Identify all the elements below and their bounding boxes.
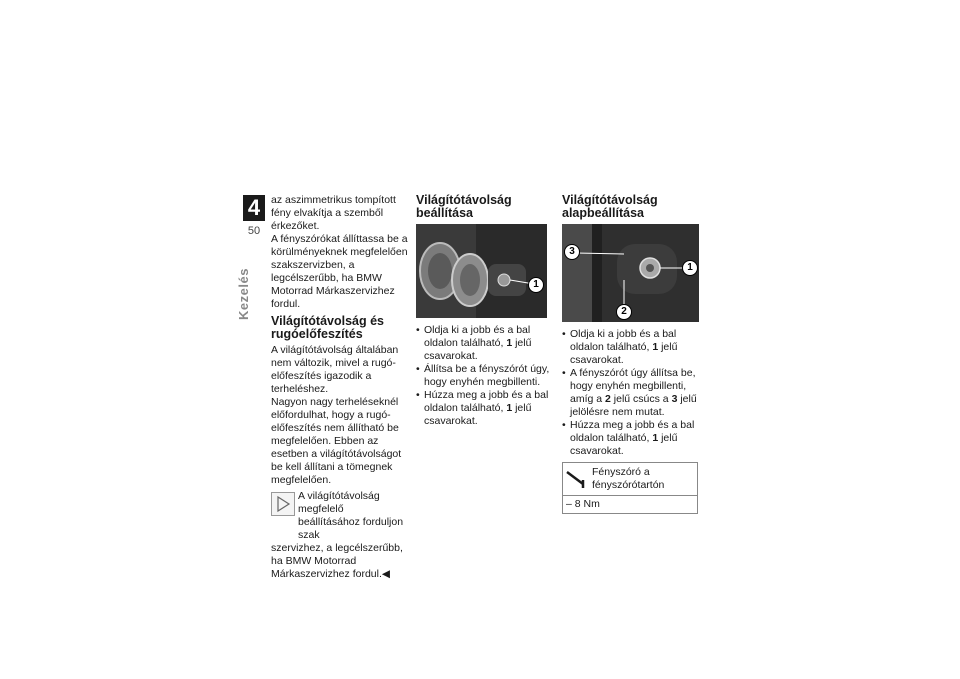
list-item: [562, 328, 699, 367]
page-number: 50: [247, 225, 261, 237]
column-3: [562, 194, 699, 514]
step-list: [416, 324, 552, 428]
torque-prefix: –: [566, 498, 572, 510]
list-item: [416, 363, 552, 389]
torque-value-row: [563, 496, 697, 513]
item-text: Húzza meg a jobb és a bal oldalon található,: [570, 419, 695, 444]
item-text: Állítsa be a fényszórót úgy, hogy enyhén megbillenti.: [424, 363, 550, 388]
paragraph: A fényszórókat állíttassa be a körülményeknek megfelelően szakszervizben, a legcélszerűbb, ha BMW Motorrad Márkaszervizhez fordul.: [271, 233, 408, 310]
item-text: jelű csúcs a: [610, 393, 672, 405]
item-ref: 1: [652, 432, 659, 444]
chapter-side-label: Kezelés: [236, 268, 251, 320]
torque-label: Fényszóró a fényszórótartón: [592, 466, 665, 491]
chapter-number: 4: [243, 195, 265, 221]
note-text-line: beállításához forduljon szak: [298, 516, 404, 541]
item-text: Oldja ki a jobb és a bal oldalon található,: [570, 328, 677, 353]
adjuster-photo: [562, 224, 699, 322]
headlight-photo: [416, 224, 547, 318]
item-text: jelű csavarokat.: [424, 402, 532, 427]
item-text: jelű csavarokat.: [570, 341, 678, 366]
paragraph: A világítótávolság általában nem változik, mivel a rugó-előfeszítés igazodik a terheléshez.: [271, 344, 399, 395]
column-2: [416, 194, 552, 428]
wrench-icon: [566, 469, 588, 489]
callout-1: 1: [682, 260, 698, 276]
item-text: A fényszórót úgy állítsa be, hogy enyhén megbillenti, amíg a: [570, 367, 696, 405]
torque-table: [562, 462, 698, 514]
section-heading: Világítótávolság beállítása: [416, 193, 512, 220]
section-heading: Világítótávolság alapbeállítása: [562, 193, 658, 220]
note-triangle-icon: [271, 492, 295, 516]
item-ref: 2: [605, 393, 611, 405]
torque-row: [563, 463, 697, 496]
section-heading: Világítótávolság és rugóelőfeszítés: [271, 314, 385, 341]
paragraph: Nagyon nagy terheléseknél előfordulhat, hogy a rugó-előfeszítés nem állítható be megfelelően. Ebben az esetben a világítótávolságot be kell állítani a tömegnek megfelelően.: [271, 396, 402, 486]
column-1: [271, 194, 408, 581]
note-box: [271, 490, 408, 581]
item-text: Oldja ki a jobb és a bal oldalon található,: [424, 324, 531, 349]
item-ref: 3: [671, 393, 678, 405]
note-text: [271, 542, 408, 581]
item-text: jelű jelölésre nem mutat.: [570, 393, 697, 418]
note-text-line: A világítótávolság megfelelő: [298, 490, 380, 515]
item-text: Húzza meg a jobb és a bal oldalon található,: [424, 389, 549, 414]
item-ref: 1: [652, 341, 659, 353]
item-ref: 1: [506, 337, 513, 349]
note-text-rest: szervizhez, a legcélszerűbb, ha BMW Motorrad Márkaszervizhez fordul.: [271, 542, 403, 580]
item-ref: 1: [506, 402, 513, 414]
list-item: [416, 324, 552, 363]
callout-2: 2: [616, 304, 632, 320]
step-list: [562, 328, 699, 458]
list-item: [416, 389, 552, 428]
headlight-illustration: [416, 224, 547, 318]
torque-value: 8 Nm: [574, 498, 600, 510]
item-text: jelű csavarokat.: [570, 432, 678, 457]
paragraph: az aszimmetrikus tompított fény elvakítja a szemből érkezőket.: [271, 194, 396, 232]
callout-3: 3: [564, 244, 580, 260]
list-item: [562, 367, 699, 419]
list-item: [562, 419, 699, 458]
end-mark: ◀: [381, 568, 390, 580]
callout-1: 1: [528, 277, 544, 293]
item-text: jelű csavarokat.: [424, 337, 532, 362]
